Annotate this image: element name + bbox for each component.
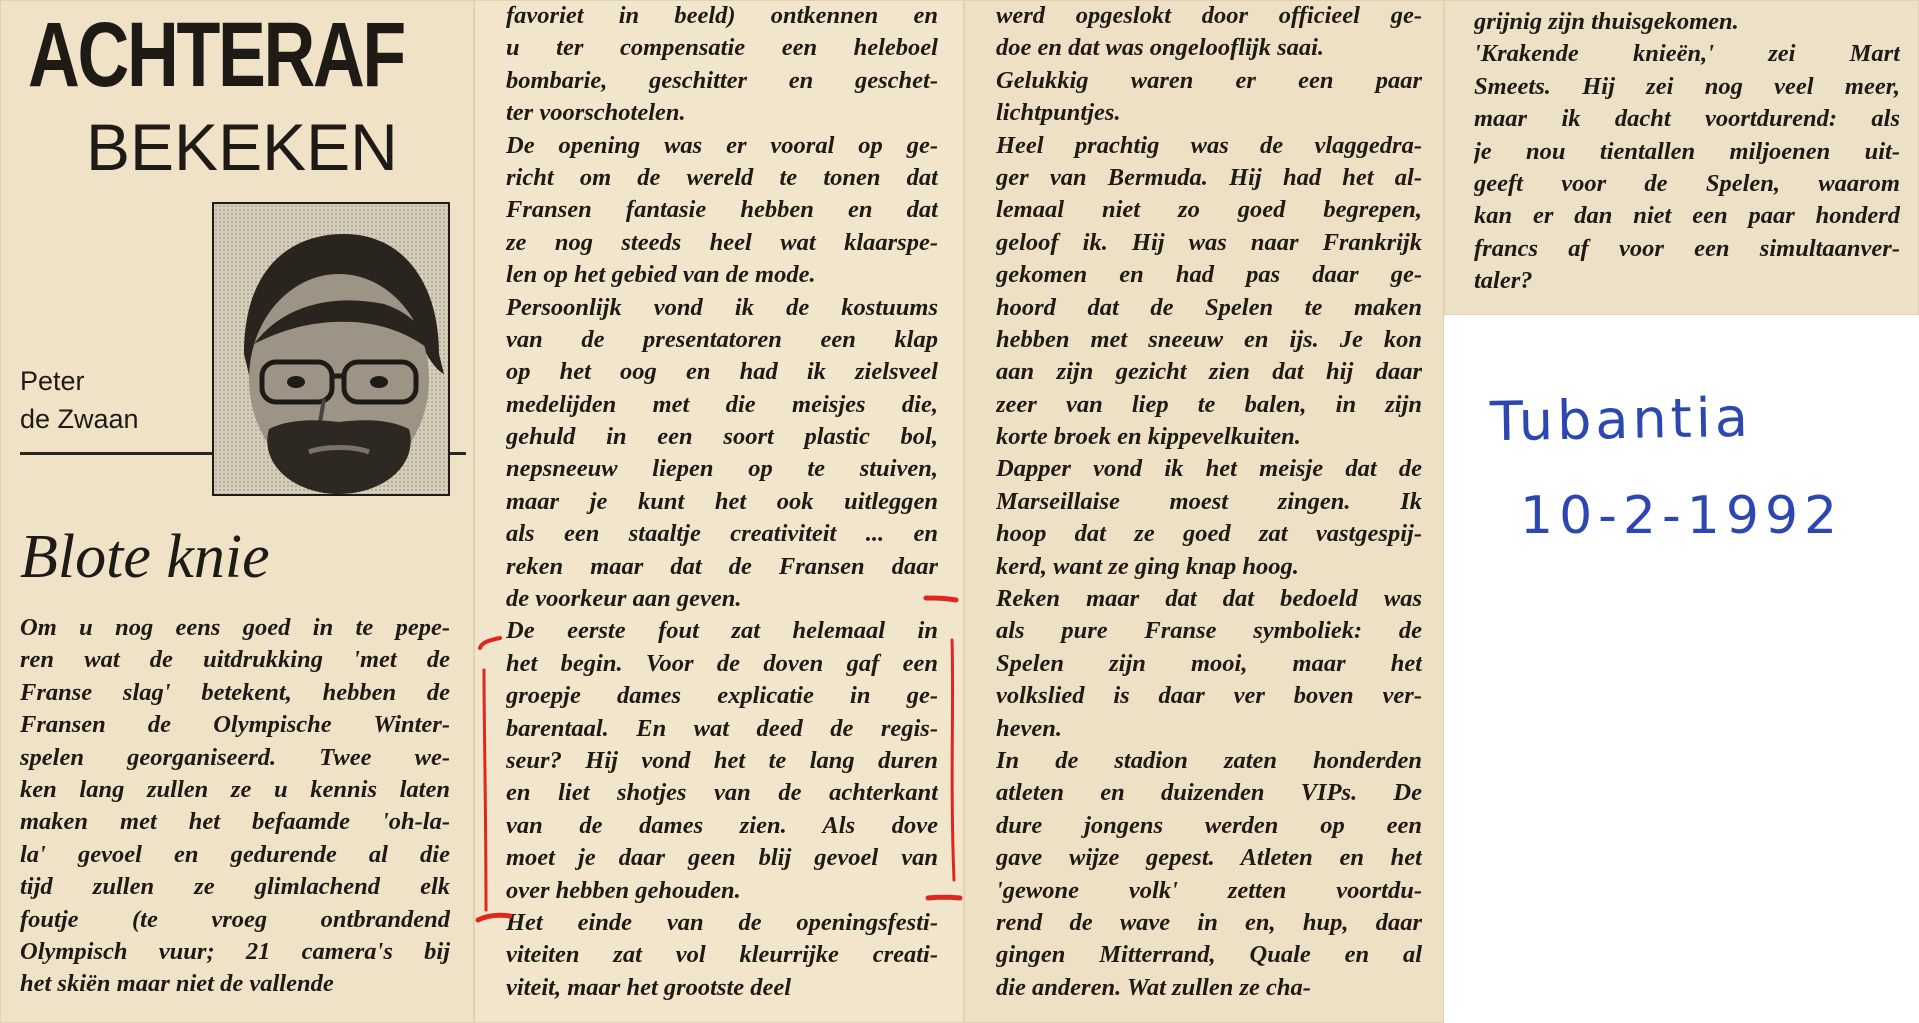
text-line: 'gewone volk' zetten voortdu- xyxy=(996,876,1422,904)
red-pen-bracket-icon xyxy=(470,580,970,940)
handwritten-source: Tubantia xyxy=(1489,385,1753,454)
text-line: als pure Franse symboliek: de xyxy=(996,617,1422,645)
text-line: rend de wave in en, hup, daar xyxy=(996,908,1422,936)
author-first-name: Peter xyxy=(20,366,85,396)
text-line: je nou tientallen miljoenen uit- xyxy=(1474,137,1900,165)
column-subtitle: BEKEKEN xyxy=(86,110,398,184)
text-line: ze nog steeds heel wat klaarspe- xyxy=(506,228,938,256)
text-line: gave wijze gepest. Atleten en het xyxy=(996,844,1422,872)
text-line: spelen georganiseerd. Twee we- xyxy=(20,743,450,771)
text-line: Marseillaise moest zingen. Ik xyxy=(996,487,1422,515)
article-column-4 xyxy=(1474,6,1900,298)
text-line: van de dames zien. Als dove xyxy=(506,811,938,839)
text-line: zeer van liep te balen, in zijn xyxy=(996,390,1422,418)
author-last-name: de Zwaan xyxy=(20,404,139,434)
text-line: Gelukkig waren er een paar xyxy=(996,66,1422,94)
text-line: ren wat de uitdrukking 'met de xyxy=(20,646,450,674)
text-line: volkslied is daar ver boven ver- xyxy=(996,682,1422,710)
article-column-3 xyxy=(996,0,1422,1004)
text-line: Fransen fantasie hebben en dat xyxy=(506,196,938,224)
byline-rule xyxy=(20,452,220,455)
text-line: werd opgeslokt door officieel ge- xyxy=(996,2,1422,29)
text-line: heven. xyxy=(996,714,1062,742)
text-line: de voorkeur aan geven. xyxy=(506,585,742,613)
text-line: favoriet in beeld) ontkennen en xyxy=(506,2,938,29)
text-line: kan er dan niet een paar honderd xyxy=(1474,202,1900,230)
article-column-1 xyxy=(20,612,450,1001)
text-line: De eerste fout zat helemaal in xyxy=(506,617,938,645)
text-line: Fransen de Olympische Winter- xyxy=(20,711,450,739)
text-line: Het einde van de openingsfesti- xyxy=(506,908,938,936)
text-line: maar je kunt het ook uitleggen xyxy=(506,487,938,515)
text-line: geeft voor de Spelen, waarom xyxy=(1474,169,1900,197)
article-headline: Blote knie xyxy=(20,523,270,591)
text-line: het begin. Voor de doven gaf een xyxy=(506,649,938,677)
column-title: ACHTERAF xyxy=(28,4,404,106)
text-line: hebben met sneeuw en ijs. Je kon xyxy=(996,325,1422,353)
text-line: dure jongens werden op een xyxy=(996,811,1422,839)
text-line: Om u nog eens goed in te pepe- xyxy=(20,614,450,641)
text-line: ter voorschotelen. xyxy=(506,99,686,127)
text-line: bombarie, geschitter en geschet- xyxy=(506,66,938,94)
text-line: De opening was er vooral op ge- xyxy=(506,131,938,159)
text-line: kerd, want ze ging knap hoog. xyxy=(996,552,1299,580)
text-line: Dapper vond ik het meisje dat de xyxy=(996,455,1422,483)
text-line: gehuld in een soort plastic bol, xyxy=(506,423,938,451)
text-line: tijd zullen ze glimlachend elk xyxy=(20,873,450,901)
text-line: als een staaltje creativiteit ... en xyxy=(506,520,938,548)
text-line: geloof ik. Hij was naar Frankrijk xyxy=(996,228,1422,256)
portrait-svg xyxy=(214,204,448,494)
text-line: medelijden met die meisjes die, xyxy=(506,390,938,418)
text-line: hoop dat ze goed zat vastgespij- xyxy=(996,520,1422,548)
text-line: ken lang zullen ze u kennis laten xyxy=(20,775,450,803)
text-line: Heel prachtig was de vlaggedra- xyxy=(996,131,1422,159)
text-line: en liet shotjes van de achterkant xyxy=(506,779,938,807)
text-line: francs af voor een simultaanver- xyxy=(1474,234,1900,262)
text-line: lemaal niet zo goed begrepen, xyxy=(996,196,1422,224)
text-line: la' gevoel en gedurende al die xyxy=(20,840,450,868)
text-line: doe en dat was ongelooflijk saai. xyxy=(996,34,1325,62)
text-line: aan zijn gezicht zien dat hij daar xyxy=(996,358,1422,386)
text-line: het skiën maar niet de vallende xyxy=(20,970,334,998)
text-line: taler? xyxy=(1474,267,1533,295)
text-line: Franse slag' betekent, hebben de xyxy=(20,678,450,706)
text-line: richt om de wereld te tonen dat xyxy=(506,163,938,191)
text-line: maken met het befaamde 'oh-la- xyxy=(20,808,450,836)
text-line: Reken maar dat dat bedoeld was xyxy=(996,585,1422,613)
text-line: barentaal. En wat deed de regis- xyxy=(506,714,938,742)
text-line: nepsneeuw liepen op te stuiven, xyxy=(506,455,938,483)
text-line: maar ik dacht voortdurend: als xyxy=(1474,105,1900,133)
text-line: foutje (te vroeg ontbrandend xyxy=(20,905,450,933)
author-portrait-icon xyxy=(212,202,450,496)
text-line: viteiten zat vol kleurrijke creati- xyxy=(506,941,938,969)
text-line: reken maar dat de Fransen daar xyxy=(506,552,938,580)
text-line: hoord dat de Spelen te maken xyxy=(996,293,1422,321)
text-line: op het oog en had ik zielsveel xyxy=(506,358,938,386)
text-line: seur? Hij vond het te lang duren xyxy=(506,746,938,774)
text-line: Spelen zijn mooi, maar het xyxy=(996,649,1422,677)
text-line: over hebben gehouden. xyxy=(506,876,741,904)
author-byline xyxy=(20,362,139,438)
text-line: len op het gebied van de mode. xyxy=(506,261,816,289)
text-line: viteit, maar het grootste deel xyxy=(506,973,792,1001)
text-line: gingen Mitterrand, Quale en al xyxy=(996,941,1422,969)
text-line: grijnig zijn thuisgekomen. xyxy=(1474,8,1739,35)
text-line: atleten en duizenden VIPs. De xyxy=(996,779,1422,807)
text-line: lichtpuntjes. xyxy=(996,99,1121,127)
text-line: ger van Bermuda. Hij had het al- xyxy=(996,163,1422,191)
text-line: Olympisch vuur; 21 camera's bij xyxy=(20,937,450,965)
text-line: groepje dames explicatie in ge- xyxy=(506,682,938,710)
text-line: moet je daar geen blij gevoel van xyxy=(506,844,938,872)
text-line: u ter compensatie een heleboel xyxy=(506,34,938,62)
text-line: die anderen. Wat zullen ze cha- xyxy=(996,973,1311,1001)
handwritten-date: 10-2-1992 xyxy=(1520,486,1844,546)
text-line: Persoonlijk vond ik de kostuums xyxy=(506,293,938,321)
text-line: Smeets. Hij zei nog veel meer, xyxy=(1474,72,1900,100)
text-line: 'Krakende knieën,' zei Mart xyxy=(1474,40,1900,68)
text-line: van de presentatoren een klap xyxy=(506,325,938,353)
text-line: korte broek en kippevelkuiten. xyxy=(996,423,1301,451)
text-line: gekomen en had pas daar ge- xyxy=(996,261,1422,289)
text-line: In de stadion zaten honderden xyxy=(996,746,1422,774)
